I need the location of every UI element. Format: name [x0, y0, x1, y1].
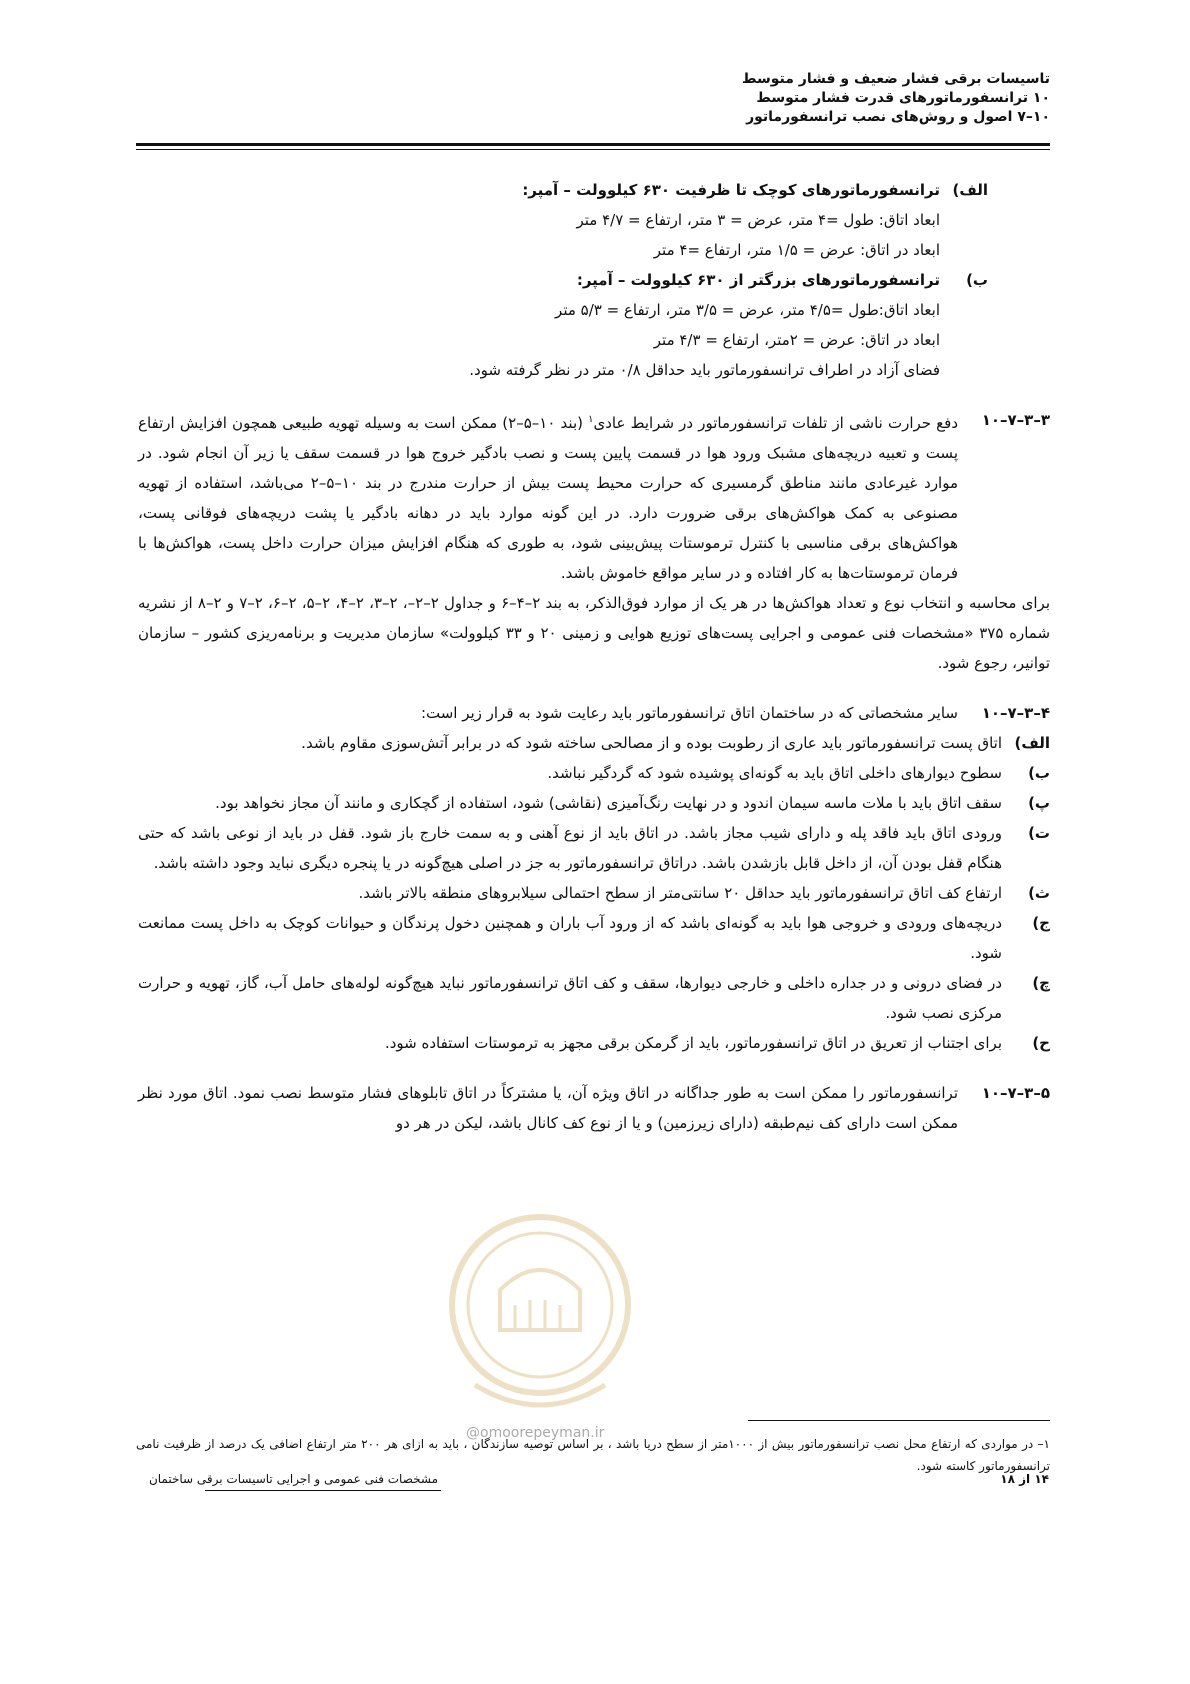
item-text: ورودی اتاق باید فاقد پله و دارای شیب مجاز باشد. در اتاق باید از نوع آهنی و به سمت خارج باز شود. قفل در باید از نوعی باشد که حتی هنگام قفل بودن آن، از داخل قابل بازشدن باشد. دراتاق ترانسفورماتور به جز در اصلی هیچ‌گونه در یا پنجره دیگری نباید وجود داشته باشد. [138, 824, 1002, 872]
item-text: دریچه‌های ورودی و خروجی هوا باید به گونه‌ای باشد که از ورود آب باران و همچنین دخول پرندگان و حیوانات کوچک به داخل پست ممانعت شود. [138, 914, 1002, 962]
intro-item-b [138, 265, 988, 295]
header-line-1: تاسیسات برقی فشار ضعیف و فشار متوسط [741, 71, 1050, 87]
header-line-3: ۱۰–۷ اصول و روش‌های نصب ترانسفورماتور [746, 109, 1050, 125]
list-item [138, 788, 1050, 818]
item-label: ج) [1032, 914, 1050, 932]
footnote: ۱– در مواردی که ارتفاع محل نصب ترانسفورماتور بیش از ۱۰۰۰متر از سطح دریا باشد ، بر اساس توصیه سازندگان ، باید به ازای هر ۲۰۰ متر ارتفاع اضافی یک درصد از ظرفیت نامی ترانسفورماتور کاسته شود. [136, 1437, 1050, 1473]
item-label: الف) [952, 181, 988, 199]
list-item [138, 818, 1050, 878]
item-label: ث) [1028, 884, 1050, 902]
item-label: ب) [1028, 764, 1050, 782]
item-label: ب) [966, 271, 988, 289]
page-header [170, 70, 1050, 127]
section-number: ۱۰–۷–۳–۵ [981, 1084, 1050, 1102]
footer-rule [205, 1490, 441, 1491]
section-4-list [138, 728, 1050, 1058]
footnote-ref[interactable]: ۱ [588, 414, 594, 425]
room-dimensions-small: ابعاد اتاق: طول =۴ متر، عرض = ۳ متر، ارتفاع = ۴/۷ متر [576, 211, 940, 229]
section-3 [138, 405, 1050, 588]
item-label: ت) [1028, 824, 1050, 842]
room-dimensions-large: ابعاد اتاق:طول =۴/۵ متر، عرض = ۳/۵ متر، ارتفاع = ۵/۳ متر [555, 301, 940, 319]
header-rule-thin [136, 149, 1050, 150]
item-title: ترانسفورماتورهای کوچک تا ظرفیت ۶۳۰ کیلوولت – آمپر: [522, 181, 940, 199]
section-paragraph: دفع حرارت ناشی از تلفات ترانسفورماتور در شرایط عادی$^۱$ (بند ۱۰–۵–۲) ممکن است به وسیله تهویه طبیعی همچون افزایش ارتفاع پست و تعبیه دریچه‌های مشبک ورود هوا در قسمت پایین پست و نصب بادگیر خروج هوا در قسمت سقف یا زیر آن انجام شود. در موارد غیرعادی مانند مناطق گرمسیری که حرارت محیط پست بیش از حرارت مندرج در بند ۱۰–۵–۲ می‌باشد، استفاده از تهویه مصنوعی به کمک هواکش‌های برقی ضرورت دارد. در این گونه موارد باید در دهانه بادگیر یا پشت دریچه‌های فوقانی پست، هواکش‌های برقی مناسبی با کنترل ترموستات پیش‌بینی شود، به طوری که هنگام افزایش میزان حرارت داخل پست، هواکش‌ها با فرمان ترموستات‌ها به کار افتاده و در سایر مواقع خاموش باشد. [138, 414, 959, 582]
document-body [138, 175, 1050, 1138]
item-label: پ) [1028, 794, 1050, 812]
item-title: ترانسفورماتورهای بزرگتر از ۶۳۰ کیلوولت – آمپر: [576, 271, 940, 289]
item-text: ارتفاع کف اتاق ترانسفورماتور باید حداقل ۲۰ سانتی‌متر از سطح احتمالی سیلابروهای منطقه بالاتر باشد. [358, 884, 1002, 902]
section-number: ۱۰–۷–۳–۴ [981, 704, 1050, 722]
watermark-site: @omoorepeyman.ir [466, 1425, 605, 1441]
item-text: سقف اتاق باید با ملات ماسه سیمان اندود و در نهایت رنگ‌آمیزی (نقاشی) شود، استفاده از گچکاری و مانند آن مجاز نخواهد بود. [215, 794, 1002, 812]
list-item [138, 758, 1050, 788]
section-intro: سایر مشخصاتی که در ساختمان اتاق ترانسفورماتور باید رعایت شود به قرار زیر است: [420, 704, 958, 722]
door-dimensions-small: ابعاد در اتاق: عرض = ۱/۵ متر، ارتفاع =۴ متر [653, 241, 940, 259]
list-item [138, 968, 1050, 1028]
list-item [138, 878, 1050, 908]
item-label: چ) [1032, 974, 1050, 992]
intro-item-a [138, 175, 988, 205]
header-line-2: ۱۰ ترانسفورماتورهای قدرت فشار متوسط [756, 90, 1050, 106]
footer-title: مشخصات فنی عمومی و اجرایی تاسیسات برقی ساختمان [148, 1472, 438, 1486]
item-text: برای اجتناب از تعریق در اتاق ترانسفورماتور، باید از گرمکن برقی مجهز به ترموستات استفاده شود. [384, 1034, 1002, 1052]
free-space-note: فضای آزاد در اطراف ترانسفورماتور باید حداقل ۰/۸ متر در نظر گرفته شود. [469, 361, 940, 379]
header-rule-thick [136, 143, 1050, 146]
section-paragraph: ترانسفورماتور را ممکن است به طور جداگانه در اتاق ویژه آن، یا مشترکاً در اتاق تابلوهای فشار متوسط نصب نمود. اتاق مورد نظر ممکن است دارای کف نیم‌طبقه (دارای زیرزمین) و یا از نوع کف کانال باشد، لیکن در هر دو [138, 1084, 958, 1132]
list-item [138, 728, 1050, 758]
footnote-rule [748, 1420, 1050, 1421]
item-text: در فضای درونی و در جداره داخلی و خارجی دیوارها، سقف و کف اتاق ترانسفورماتور نباید هیچ‌گونه لوله‌های حامل آب، گاز، تهویه و حرارت مرکزی نصب شود. [138, 974, 1002, 1022]
section-number: ۱۰–۷–۳–۳ [981, 411, 1050, 429]
door-dimensions-large: ابعاد در اتاق: عرض = ۲متر، ارتفاع = ۴/۳ متر [653, 331, 940, 349]
section-4 [138, 698, 1050, 728]
intro-block [138, 175, 1050, 385]
publisher-seal-watermark [445, 1210, 635, 1420]
section-5 [138, 1078, 1050, 1138]
list-item [138, 1028, 1050, 1058]
at-icon: @ [466, 1425, 480, 1441]
item-label: الف) [1014, 734, 1050, 752]
item-text: اتاق پست ترانسفورماتور باید عاری از رطوبت بوده و از مصالحی ساخته شود که در برابر آتش‌سوزی مقاوم باشد. [301, 734, 1002, 752]
item-text: سطوح دیوارهای داخلی اتاق باید به گونه‌ای پوشیده شود که گردگیر نباشد. [547, 764, 1002, 782]
item-label: ح) [1032, 1034, 1050, 1052]
section-paragraph-2: برای محاسبه و انتخاب نوع و تعداد هواکش‌ها در هر یک از موارد فوق‌الذکر، به بند ۲–۴–۶ و جداول ۲–۲–، ۲–۳، ۲–۴، ۲–۵، ۲–۶، ۲–۷ و ۲–۸ از نشریه شماره ۳۷۵ «مشخصات فنی عمومی و اجرایی پست‌های توزیع هوایی و زمینی ۲۰ و ۳۳ کیلوولت» سازمان مدیریت و برنامه‌ریزی کشور – سازمان توانیر، رجوع شود. [138, 594, 1051, 672]
page-number: ۱۴ از ۱۸ [1000, 1472, 1049, 1486]
list-item [138, 908, 1050, 968]
